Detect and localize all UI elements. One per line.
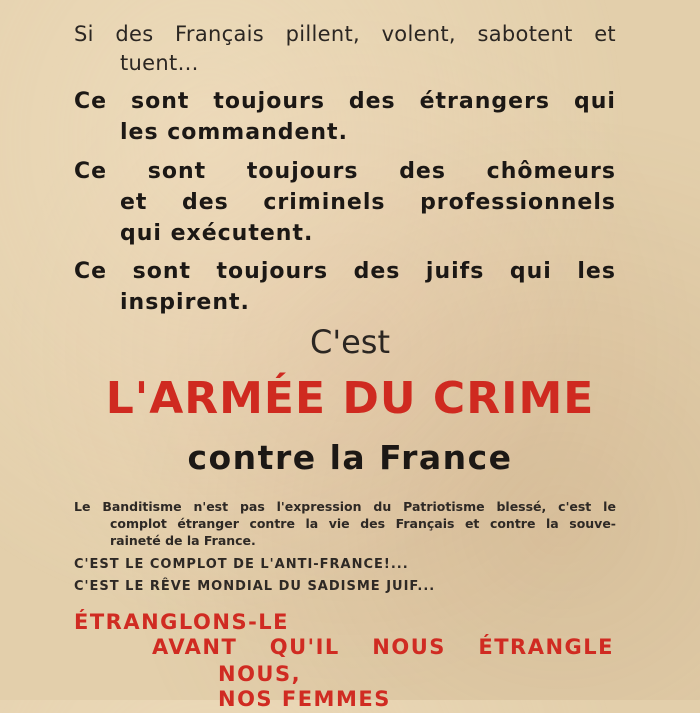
small-line-2	[74, 515, 616, 532]
word: n'est	[193, 499, 229, 514]
word: Ce	[74, 89, 108, 114]
word: juifs	[425, 259, 485, 284]
small-line-1	[74, 498, 616, 515]
word: des	[360, 516, 386, 531]
word: les	[577, 259, 616, 284]
statement-3-line-2: inspirent.	[120, 290, 250, 315]
statement-1-line-2: les commandent.	[120, 120, 348, 145]
subheadline: contre la France	[187, 438, 513, 477]
word: chômeurs	[486, 159, 616, 184]
word: ÉTRANGLE	[478, 635, 614, 659]
word: souve-	[569, 516, 616, 531]
word: blessé,	[496, 499, 547, 514]
small-paragraph	[74, 498, 616, 549]
word: du	[373, 499, 392, 514]
headline: L'ARMÉE DU CRIME	[105, 373, 595, 424]
word: toujours	[213, 89, 325, 114]
word: le	[603, 499, 616, 514]
word: Banditisme	[102, 499, 182, 514]
word: sabotent	[477, 22, 573, 46]
word: complot	[110, 516, 167, 531]
word: étranger	[177, 516, 239, 531]
word: des	[348, 89, 396, 114]
statement-inspire	[74, 256, 616, 318]
word: Ce	[74, 159, 108, 184]
word: la	[305, 516, 319, 531]
word: contre	[489, 516, 536, 531]
word: sont	[131, 89, 190, 114]
statement-3-line-1	[74, 256, 616, 287]
word: QU'IL	[269, 635, 340, 659]
call-line-4: NOS FEMMES	[218, 687, 391, 711]
word: pas	[239, 499, 265, 514]
intro-line-2: tuent…	[120, 51, 199, 75]
word: vie	[328, 516, 350, 531]
word: toujours	[246, 159, 359, 184]
intro-line-1	[74, 20, 616, 49]
word: et	[464, 516, 480, 531]
word: Ce	[74, 259, 108, 284]
word: et	[120, 190, 148, 215]
word: Français	[395, 516, 455, 531]
word: Si	[74, 22, 94, 46]
word: et	[594, 22, 616, 46]
statement-2-line-3: qui exécutent.	[120, 221, 314, 246]
caps-line-1: C'EST LE COMPLOT DE L'ANTI-FRANCE!...	[74, 557, 409, 572]
word: des	[182, 190, 229, 215]
statement-2-line-2	[74, 187, 616, 218]
word: qui	[573, 89, 616, 114]
word: pillent,	[285, 22, 360, 46]
word: Patriotisme	[403, 499, 485, 514]
statement-strangers	[74, 86, 616, 148]
call-line-1: ÉTRANGLONS-LE	[74, 610, 290, 634]
word: l'expression	[276, 499, 362, 514]
word: c'est	[558, 499, 592, 514]
word: des	[115, 22, 154, 46]
word: AVANT	[152, 635, 238, 659]
word: criminels	[263, 190, 386, 215]
call-line-3: NOUS,	[218, 662, 302, 686]
call-line-2	[152, 633, 614, 661]
word: la	[545, 516, 559, 531]
word: contre	[249, 516, 295, 531]
word: volent,	[381, 22, 456, 46]
intro-text	[74, 20, 616, 78]
word: qui	[509, 259, 552, 284]
word: des	[353, 259, 401, 284]
word: sont	[132, 259, 191, 284]
caps-line-2: C'EST LE RÊVE MONDIAL DU SADISME JUIF...	[74, 579, 436, 594]
word: toujours	[216, 259, 329, 284]
small-line-3: raineté de la France.	[110, 533, 256, 548]
cest-heading: C'est	[309, 323, 391, 361]
word: des	[399, 159, 446, 184]
statement-unemployed	[74, 156, 616, 249]
word: NOUS	[372, 635, 446, 659]
statement-1-line-1	[74, 86, 616, 117]
word: Le	[74, 499, 91, 514]
statement-2-line-1	[74, 156, 616, 187]
word: étrangers	[419, 89, 551, 114]
word: Français	[175, 22, 264, 46]
word: professionnels	[420, 190, 616, 215]
word: sont	[147, 159, 207, 184]
